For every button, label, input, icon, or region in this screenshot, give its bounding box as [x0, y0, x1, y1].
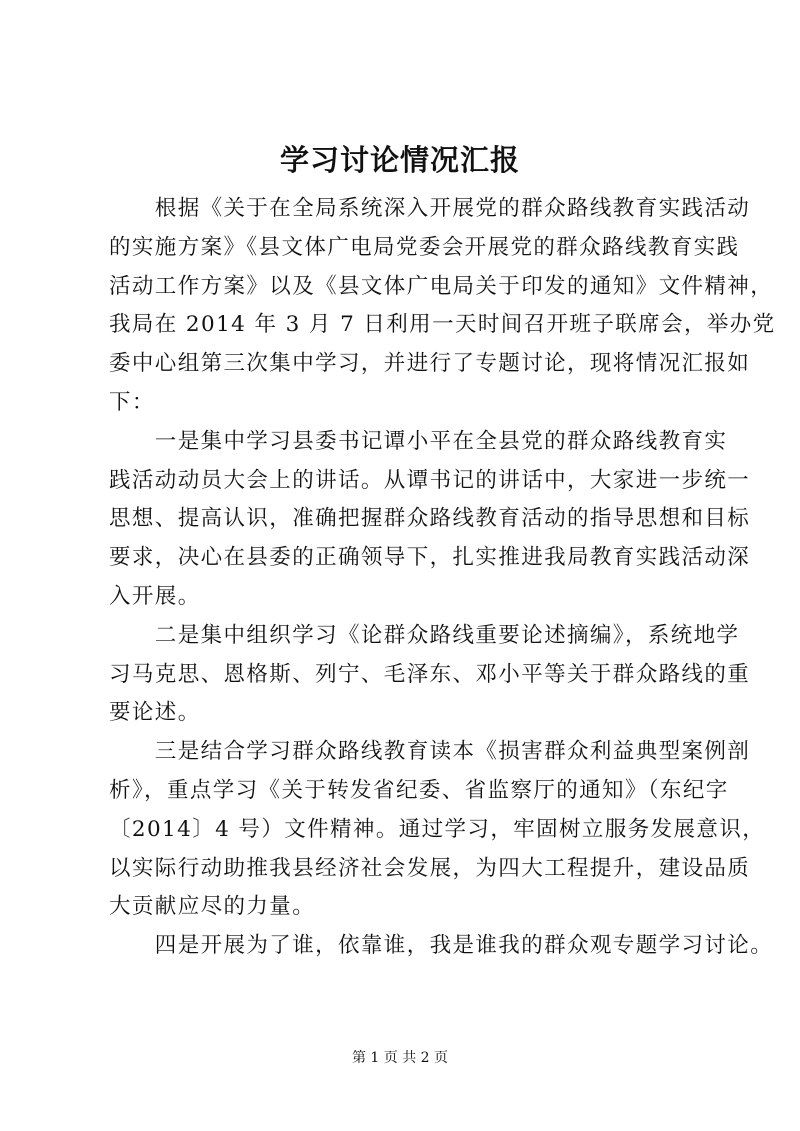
body-line: 三是结合学习群众路线教育读本《损害群众利益典型案例剖 — [109, 739, 751, 765]
body-line: 析》，重点学习《关于转发省纪委、省监察厅的通知》（东纪字 — [109, 777, 729, 803]
body-line: 委中心组第三次集中学习，并进行了专题讨论，现将情况汇报如 — [109, 351, 751, 377]
document-body — [109, 190, 776, 966]
body-line: 下： — [109, 389, 155, 415]
body-line: 活动工作方案》以及《县文体广电局关于印发的通知》文件精神， — [109, 273, 774, 299]
body-line: 要论述。 — [109, 700, 201, 726]
document-title: 学习讨论情况汇报 — [279, 143, 520, 177]
page-number-label: 第 1 页 共 2 页 — [351, 1050, 449, 1066]
body-line: 〔2014〕4 号）文件精神。通过学习，牢固树立服务发展意识， — [109, 816, 766, 842]
page-footer — [0, 1048, 800, 1068]
body-line: 践活动动员大会上的讲话。从谭书记的讲话中，大家进一步统一 — [109, 467, 751, 493]
body-line: 思想、提高认识，准确把握群众路线教育活动的指导思想和目标 — [109, 506, 751, 532]
body-line: 根据《关于在全局系统深入开展党的群众路线教育实践活动 — [109, 196, 751, 221]
body-line: 习马克思、恩格斯、列宁、毛泽东、邓小平等关于群众路线的重 — [109, 661, 751, 687]
body-line: 大贡献应尽的力量。 — [109, 894, 316, 920]
body-line: 二是集中组织学习《论群众路线重要论述摘编》，系统地学 — [109, 622, 740, 648]
body-line: 入开展。 — [109, 583, 201, 609]
body-line: 一是集中学习县委书记谭小平在全县党的群众路线教育实 — [109, 428, 728, 454]
body-line: 四是开展为了谁，依靠谁，我是谁我的群众观专题学习讨论。 — [109, 933, 774, 959]
body-line: 的实施方案》《县文体广电局党委会开展党的群众路线教育实践 — [109, 234, 740, 260]
body-line: 以实际行动助推我县经济社会发展，为四大工程提升，建设品质 — [109, 855, 751, 881]
body-line: 我局在 2014 年 3 月 7 日利用一天时间召开班子联席会，举办党 — [109, 312, 776, 338]
body-line: 要求，决心在县委的正确领导下，扎实推进我局教育实践活动深 — [109, 545, 751, 571]
